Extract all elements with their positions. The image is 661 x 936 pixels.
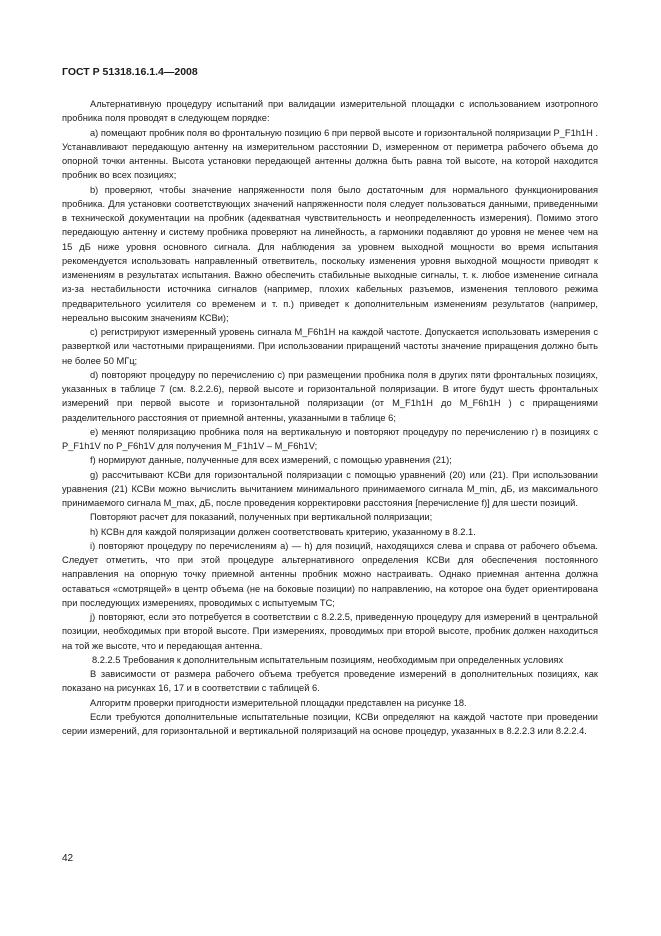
paragraph-item-i: i) повторяют процедуру по перечислениям a) — h) для позиций, находящихся слева и справа от рабочего объема. Следует отметить, что при этой процедуре альтернативного определения КСВи для обеспечения постоянного направления на опорную точку приемной антенны пробник можно настраивать. Однако приемная антенна должна оставаться «смотрящей» в центр объема (не на боковые позиции) по направлению, на которое она будет ориентирована при последующих измерениях, проводимых с испытуемым ТС; bbox=[62, 540, 598, 608]
paragraph-item-f: f) нормируют данные, полученные для всех измерений, с помощью уравнения (21); bbox=[90, 455, 452, 466]
paragraph-item-a: a) помещают пробник поля во фронтальную позицию 6 при первой высоте и горизонтальной поляризации P_F1h1H . Устанавливают передающую антенну на измерительном расстоянии D, измеренном от периметра рабочего объема до опорной точки антенны. Высота установки передающей антенны должна быть равна той высоте, на которой находится пробник во всех позициях; bbox=[62, 127, 598, 181]
paragraph-item-e: e) меняют поляризацию пробника поля на вертикальную и повторяют процедуру по перечислению г) в позициях с P_F1h1V по P_F6h1V для получения M_F1h1V – M_F6h1V; bbox=[62, 426, 598, 451]
paragraph-item-g: g) рассчитывают КСВи для горизонтальной поляризации с помощью уравнений (20) или (21). При использовании уравнения (21) КСВи можно вычислить вычитанием минимального принимаемого сигнала M_min, дБ, из максимального принимаемого сигнала M_max, дБ, после проведения корректировки расстояния [перечисление f)] для шести позиций. bbox=[62, 469, 598, 508]
paragraph-item-d: d) повторяют процедуру по перечислению c) при размещении пробника поля в других пяти фронтальных позициях, указанных в таблице 7 (см. 8.2.2.6), первой высоте и горизонтальной поляризации. В итоге будут шесть фронтальных измерений при первой высоте и горизонтальной поляризации (от M_F1h1H до M_F6h1H ) с приращениями разделительного расстояния от приемной антенны, указанными в таблице 6; bbox=[62, 369, 598, 423]
section-heading-8-2-2-5: 8.2.2.5 Требования к дополнительным испытательным позициям, необходимым при определенных условиях bbox=[92, 654, 564, 665]
paragraph-algorithm: Алгоритм проверки пригодности измерительной площадки представлен на рисунке 18. bbox=[90, 697, 467, 708]
page-number: 42 bbox=[62, 853, 74, 864]
paragraph-additional-vswr: Если требуются дополнительные испытательные позиции, КСВи определяют на каждой частоте при проведении серии измерений, для горизонтальной и вертикальной поляризаций на основе процедур, указанных в 8.2.2.3 или 8.2.2.4. bbox=[62, 711, 598, 736]
document-body bbox=[62, 97, 598, 738]
paragraph-additional-positions: В зависимости от размера рабочего объема требуется проведение измерений в дополнительных позициях, как показано на рисунках 16, 17 и в соответствии с таблицей 6. bbox=[62, 669, 598, 694]
paragraph-item-h: h) КСВн для каждой поляризации должен соответствовать критерию, указанному в 8.2.1. bbox=[90, 526, 476, 537]
paragraph-item-b: b) проверяют, чтобы значение напряженности поля было достаточным для нормального функционирования пробника. Для установки соответствующих значений напряженности поля следует пользоваться данными, приведенными в технической документации на пробник (адекватная чувствительность и неопределенность измерения). Помимо этого передающую антенну и систему пробника проверяют на линейность, а гармоники подавляют до уровня не менее чем на 15 дБ ниже уровня основного сигнала. Для наблюдения за уровнем выходной мощности во время испытания рекомендуется использовать направленный ответвитель, поскольку изменения уровня выходной мощности приводят к изменениям в результатах испытания. Важно обеспечить стабильные выходные сигналы, т. к. любое изменение сигнала из-за нестабильности источника сигналов (например, плохих кабельных разъемов, изменения теплового режима предварительного усилителя со временем и т. п.) приведет к дополнительным изменениям результатов (например, нереально высоким значениям КСВи); bbox=[62, 184, 598, 323]
paragraph-item-j: j) повторяют, если это потребуется в соответствии с 8.2.2.5, приведенную процедуру для измерений в центральной позиции, необходимых при второй высоте. При измерениях, проводимых при второй высоте, пробник должен находиться на той же высоте, что и передающая антенна. bbox=[62, 612, 598, 651]
paragraph-item-c: c) регистрируют измеренный уровень сигнала M_F6h1H на каждой частоте. Допускается использовать измерения с разверткой или частотными приращениями. При использовании приращений частоты значение приращения должно быть не более 50 МГц; bbox=[62, 327, 598, 366]
paragraph-intro: Альтернативную процедуру испытаний при валидации измерительной площадки с использованием изотропного пробника поля проводят в следующем порядке: bbox=[62, 99, 598, 124]
document-header: ГОСТ Р 51318.16.1.4—2008 bbox=[62, 66, 198, 78]
paragraph-repeat: Повторяют расчет для показаний, полученных при вертикальной поляризации; bbox=[90, 512, 433, 523]
